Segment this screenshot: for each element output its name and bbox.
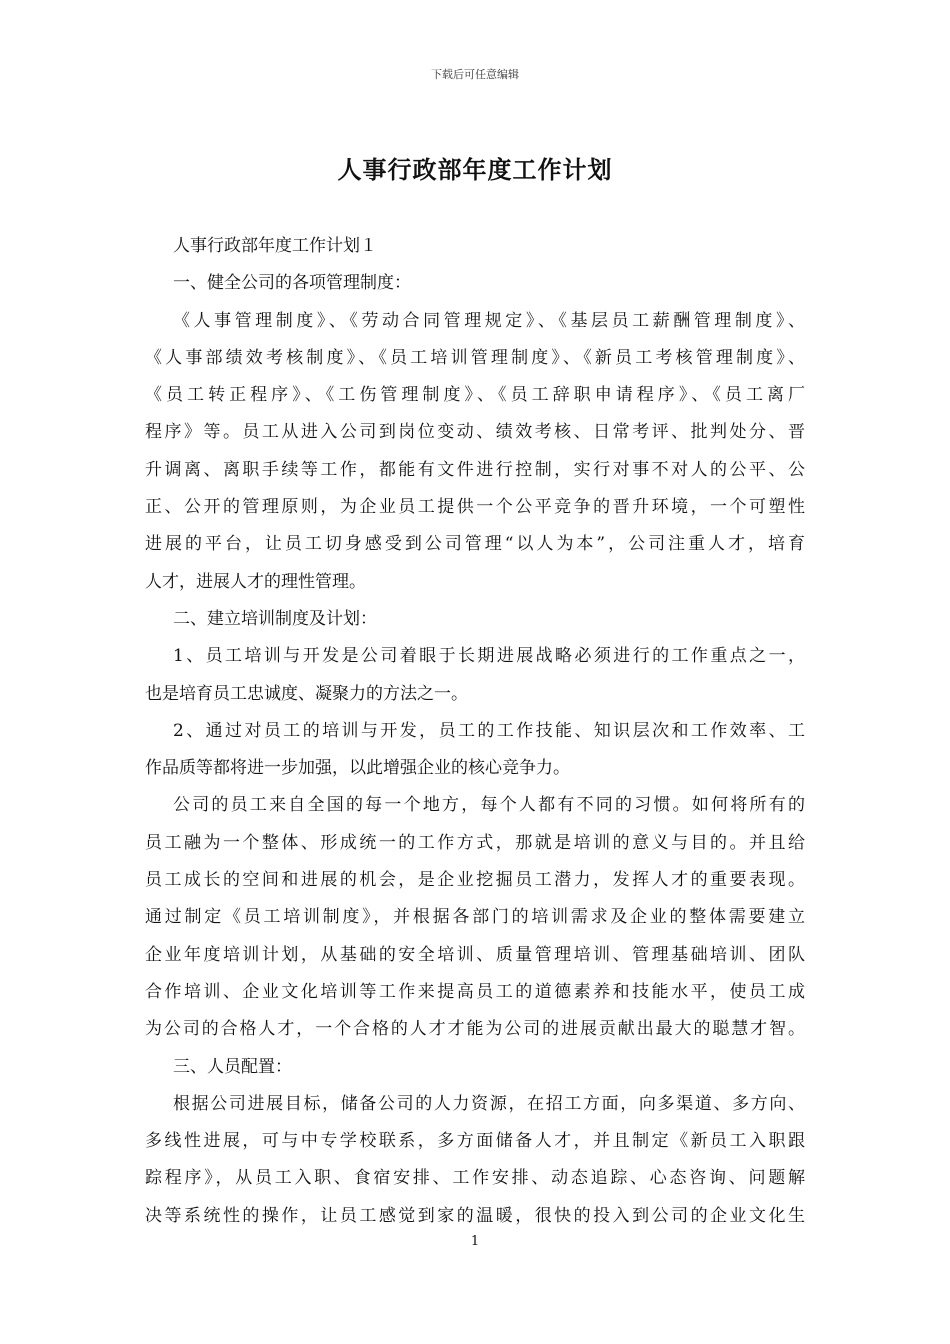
text-line: 正、公开的管理原则，为企业员工提供一个公平竞争的晋升环境，一个可塑性 [145, 497, 805, 518]
text-line: 三、人员配置： [173, 1056, 292, 1077]
text-line: 公司的员工来自全国的每一个地方，每个人都有不同的习惯。如何将所有的 [173, 795, 805, 816]
text-line: 升调离、离职手续等工作，都能有文件进行控制，实行对事不对人的公平、公 [145, 459, 805, 480]
text-line: 二、建立培训制度及计划： [173, 608, 377, 629]
text-line: 1、员工培训与开发是公司着眼于长期进展战略必须进行的工作重点之一， [173, 646, 805, 667]
page-number: 1 [470, 1234, 480, 1249]
text-line: 一、健全公司的各项管理制度： [173, 273, 411, 294]
text-line: 合作培训、企业文化培训等工作来提高员工的道德素养和技能水平，使员工成 [145, 981, 805, 1002]
text-line: 决等系统性的操作，让员工感觉到家的温暖，很快的投入到公司的企业文化生 [145, 1205, 805, 1226]
document-body [145, 228, 805, 1235]
text-line: 人才，进展人才的理性管理。 [145, 571, 366, 592]
text-line: 人事行政部年度工作计划１ [173, 236, 377, 256]
text-line: 踪程序》，从员工入职、食宿安排、工作安排、动态追踪、心态咨询、问题解 [145, 1168, 805, 1189]
text-line: 作品质等都将进一步加强，以此增强企业的核心竞争力。 [145, 758, 570, 779]
text-line: 《人事管理制度》、《劳动合同管理规定》、《基层员工薪酬管理制度》、 [173, 310, 805, 331]
text-line: 根据公司进展目标，储备公司的人力资源，在招工方面，向多渠道、多方向、 [173, 1093, 805, 1114]
header-note: 下载后可任意编辑 [431, 68, 519, 81]
text-line: 2、通过对员工的培训与开发，员工的工作技能、知识层次和工作效率、工 [173, 720, 805, 741]
document-title: 人事行政部年度工作计划 [337, 155, 613, 184]
text-line: 多线性进展，可与中专学校联系，多方面储备人才，并且制定《新员工入职跟 [145, 1131, 805, 1152]
text-line: 员工融为一个整体、形成统一的工作方式，那就是培训的意义与目的。并且给 [145, 832, 805, 853]
text-line: 为公司的合格人才，一个合格的人才才能为公司的进展贡献出最大的聪慧才智。 [145, 1019, 805, 1040]
text-line: 程序》等。员工从进入公司到岗位变动、绩效考核、日常考评、批判处分、晋 [145, 422, 805, 443]
text-line: 企业年度培训计划，从基础的安全培训、质量管理培训、管理基础培训、团队 [145, 944, 805, 965]
text-line: 《员工转正程序》、《工伤管理制度》、《员工辞职申请程序》、《员工离厂 [145, 385, 805, 406]
text-line: 也是培育员工忠诚度、凝聚力的方法之一。 [145, 683, 468, 704]
text-line: 进展的平台，让员工切身感受到公司管理“以人为本”，公司注重人才，培育 [145, 534, 805, 555]
text-line: 员工成长的空间和进展的机会，是企业挖掘员工潜力，发挥人才的重要表现。 [145, 870, 805, 891]
text-line: 通过制定《员工培训制度》，并根据各部门的培训需求及企业的整体需要建立 [145, 907, 805, 928]
text-line: 《人事部绩效考核制度》、《员工培训管理制度》、《新员工考核管理制度》、 [145, 347, 805, 368]
